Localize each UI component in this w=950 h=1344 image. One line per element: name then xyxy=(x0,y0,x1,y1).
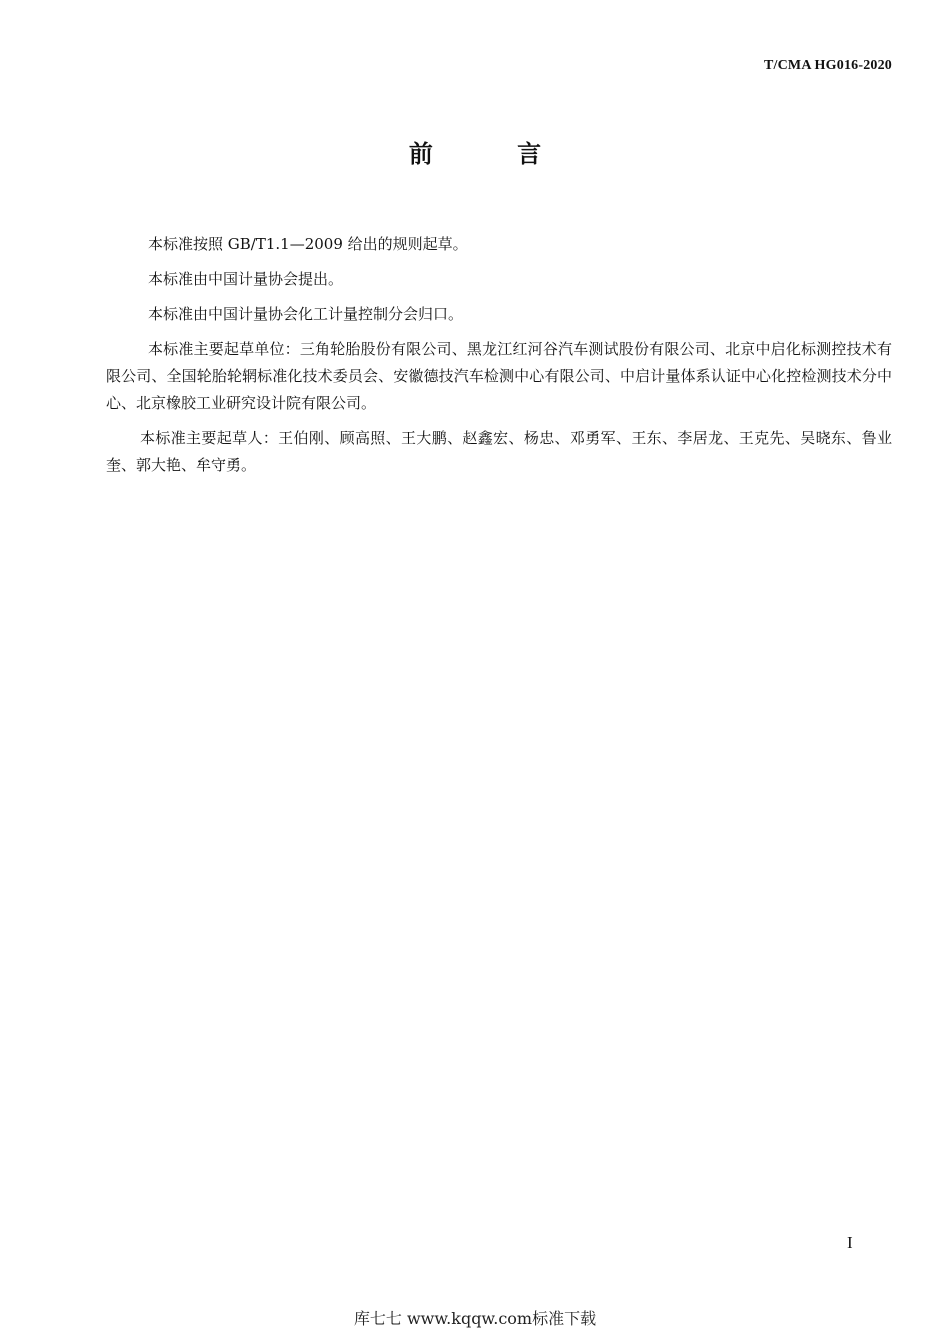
paragraph-drafters: 本标准主要起草人：王伯刚、顾高照、王大鹏、赵鑫宏、杨忠、邓勇军、王东、李居龙、王克先、吴晓东、鲁业奎、郭大艳、牟守勇。 xyxy=(106,429,892,474)
paragraph-proposed-by: 本标准由中国计量协会提出。 xyxy=(148,270,344,288)
document-body xyxy=(106,231,892,487)
page-title: 前 言 xyxy=(408,139,580,168)
page-number: I xyxy=(847,1233,853,1252)
paragraph-centralized-by: 本标准由中国计量协会化工计量控制分会归口。 xyxy=(148,305,464,323)
document-code: T/CMA HG016-2020 xyxy=(763,58,892,73)
footer-watermark: 库七七 www.kqqw.com标准下载 xyxy=(353,1309,597,1328)
paragraph-drafting-units: 本标准主要起草单位：三角轮胎股份有限公司、黑龙江红河谷汽车测试股份有限公司、北京中启化标测控技术有限公司、全国轮胎轮辋标准化技术委员会、安徽德技汽车检测中心有限公司、中启计量体系认证中心化控检测技术分中心、北京橡胶工业研究设计院有限公司。 xyxy=(106,340,892,412)
paragraph-drafting-rules: 本标准按照 GB/T1.1—2009 给出的规则起草。 xyxy=(148,235,468,253)
